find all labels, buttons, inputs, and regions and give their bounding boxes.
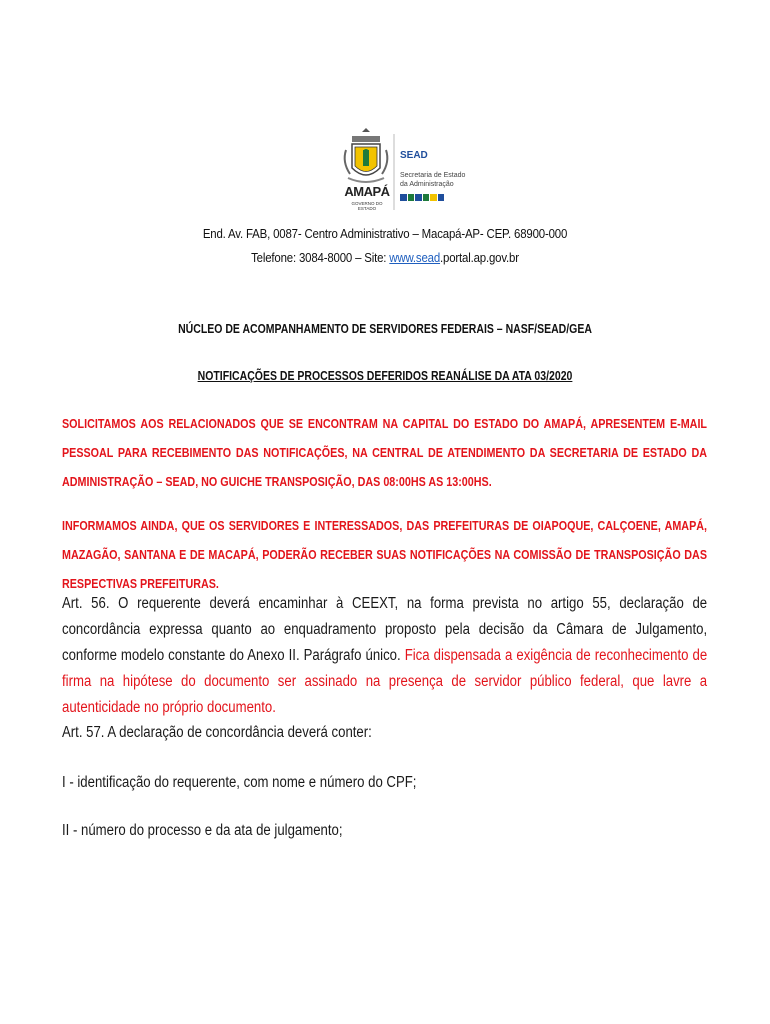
notice-informamos: INFORMAMOS AINDA, QUE OS SERVIDORES E INTERESSADOS, DAS PREFEITURAS DE OIAPOQUE, CALÇOENE, AMAPÁ, MAZAGÃO, SANTANA E DE MACAPÁ, PODERÃO RECEBER SUAS NOTIFICAÇÕES NA COMISSÃO DE TRANSPOSIÇÃO DAS RESPECTIVAS PREFEITURAS. xyxy=(62,519,707,591)
paragrafo-text: Fica dispensada a exigência de reconhecimento de firma na hipótese do documento ser assinado na presença de servidor público federal, que lavre a autenticidade no próprio documento. xyxy=(62,647,708,716)
header-logo xyxy=(338,128,466,218)
list-item-1: I - identificação do requerente, com nome e número do CPF; xyxy=(62,774,417,791)
logo-state-sub: GOVERNO DO ESTADO xyxy=(351,201,383,211)
notice-solicitamos: SOLICITAMOS AOS RELACIONADOS QUE SE ENCONTRAM NA CAPITAL DO ESTADO DO AMAPÁ, APRESENTEM E-MAIL PESSOAL PARA RECEBIMENTO DAS NOTIFICAÇÕES, NA CENTRAL DE ATENDIMENTO DA SECRETARIA DE ESTADO DA ADMINISTRAÇÃO – SEAD, NO GUICHE TRANSPOSIÇÃO, DAS 08:00HS AS 13:00HS. xyxy=(62,417,707,489)
logo-org-acronym: SEAD xyxy=(400,150,428,161)
paragrafo-label: Parágrafo único. xyxy=(303,647,401,664)
logo-org-name-2: da Administração xyxy=(400,181,454,188)
nucleo-heading: NÚCLEO DE ACOMPANHAMENTO DE SERVIDORES FEDERAIS – NASF/SEAD/GEA xyxy=(178,322,592,336)
phone-site-line xyxy=(46,250,724,265)
site-link[interactable]: www.sead xyxy=(389,250,441,265)
phone-text: Telefone: 3084-8000 – Site: xyxy=(251,250,390,265)
logo-color-bar xyxy=(400,194,444,201)
address-line: End. Av. FAB, 0087- Centro Administrativo – Macapá-AP- CEP. 68900-000 xyxy=(202,226,568,241)
list-item-2: II - número do processo e da ata de julgamento; xyxy=(62,822,343,839)
logo-org-name-1: Secretaria de Estado xyxy=(400,172,466,179)
notificacoes-heading: NOTIFICAÇÕES DE PROCESSOS DEFERIDOS REANÁLISE DA ATA 03/2020 xyxy=(197,369,573,383)
article-56-text: Art. 56. O requerente deverá encaminhar à CEEXT, na forma prevista no artigo 55, declaração de concordância expressa quanto ao enquadramento proposto pela decisão da Câmara de Julgamento, conforme modelo constante do Anexo II. xyxy=(62,595,708,664)
article-56 xyxy=(62,591,707,721)
article-57: Art. 57. A declaração de concordância deverá conter: xyxy=(62,724,372,741)
logo-state-name: AMAPÁ xyxy=(344,184,390,199)
site-suffix: .portal.ap.gov.br xyxy=(440,250,519,265)
